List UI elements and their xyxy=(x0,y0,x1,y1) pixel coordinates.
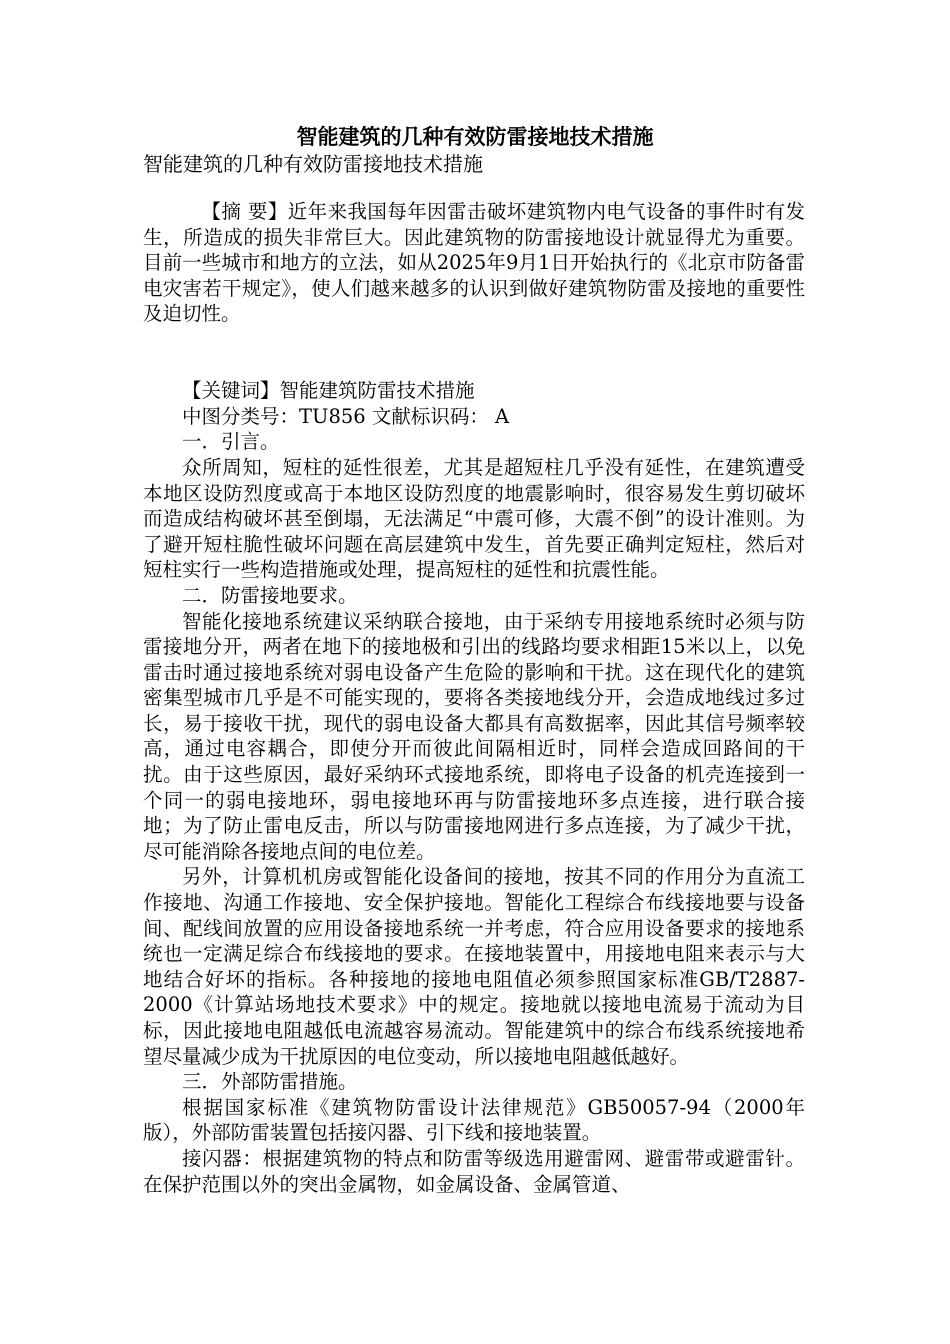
body-paragraph: 众所周知，短柱的延性很差，尤其是超短柱几乎没有延性，在建筑遭受本地区设防烈度或高于本地区设防烈度的地震影响时，很容易发生剪切破坏而造成结构破坏甚至倒塌，无法满足“中震可修，大震不倒”的设计准则。为了避开短柱脆性破坏问题在高层建筑中发生，首先要正确判定短柱，然后对短柱实行一些构造措施或处理，提高短柱的延性和抗震性能。 xyxy=(143,455,805,582)
abstract-paragraph: 【摘 要】近年来我国每年因雷击破坏建筑物内电气设备的事件时有发生，所造成的损失非常巨大。因此建筑物的防雷接地设计就显得尤为重要。目前一些城市和地方的立法，如从2025年9月1日开始执行的《北京市防备雷电灾害若干规定》，使人们越来越多的认识到做好建筑物防雷及接地的重要性及迫切性。 xyxy=(143,200,805,326)
section-heading: 一．引言。 xyxy=(182,430,280,454)
paragraph-gap xyxy=(143,327,805,353)
keywords-line: 【关键词】智能建筑防雷技术措施 xyxy=(182,379,475,403)
section-heading: 二．防雷接地要求。 xyxy=(182,583,358,607)
body-paragraph: 根据国家标准《建筑物防雷设计法律规范》GB50057-94（2000年版），外部防雷装置包括接闪器、引下线和接地装置。 xyxy=(143,1095,805,1145)
document-title: 智能建筑的几种有效防雷接地技术措施 xyxy=(296,124,654,149)
body-paragraph: 接闪器：根据建筑物的特点和防雷等级选用避雷网、避雷带或避雷针。在保护范围以外的突出金属物，如金属设备、金属管道、 xyxy=(143,1146,805,1196)
document-body xyxy=(143,199,805,1197)
document-subtitle: 智能建筑的几种有效防雷接地技术措施 xyxy=(143,152,483,176)
body-paragraph: 智能化接地系统建议采纳联合接地，由于采纳专用接地系统时必须与防雷接地分开，两者在地下的接地极和引出的线路均要求相距15米以上，以免雷击时通过接地系统对弱电设备产生危险的影响和干扰。这在现代化的建筑密集型城市几乎是不可能实现的，要将各类接地线分开，会造成地线过多过长，易于接收干扰，现代的弱电设备大都具有高数据率，因此其信号频率较高，通过电容耦合，即使分开而彼此间隔相近时，同样会造成回路间的干扰。由于这些原因，最好采纳环式接地系统，即将电子设备的机壳连接到一个同一的弱电接地环，弱电接地环再与防雷接地环多点连接，进行联合接地；为了防止雷电反击，所以与防雷接地网进行多点连接，为了减少干扰，尽可能消除各接地点间的电位差。 xyxy=(143,609,805,863)
body-paragraph: 另外，计算机机房或智能化设备间的接地，按其不同的作用分为直流工作接地、沟通工作接地、安全保护接地。智能化工程综合布线接地要与设备间、配线间放置的应用设备接地系统一并考虑，符合应用设备要求的接地系统也一定满足综合布线接地的要求。在接地装置中，用接地电阻来表示与大地结合好坏的指标。各种接地的接地电阻值必须参照国家标准GB/T2887-2000《计算站场地技术要求》中的规定。接地就以接地电流易于流动为目标，因此接地电阻越低电流越容易流动。智能建筑中的综合布线系统接地希望尽量减少成为干扰原因的电位变动，所以接地电阻越低越好。 xyxy=(143,865,805,1068)
classification-line: 中图分类号：TU856 文献标识码： A xyxy=(182,404,510,428)
section-heading: 三．外部防雷措施。 xyxy=(182,1070,358,1094)
paragraph-gap xyxy=(143,353,805,379)
